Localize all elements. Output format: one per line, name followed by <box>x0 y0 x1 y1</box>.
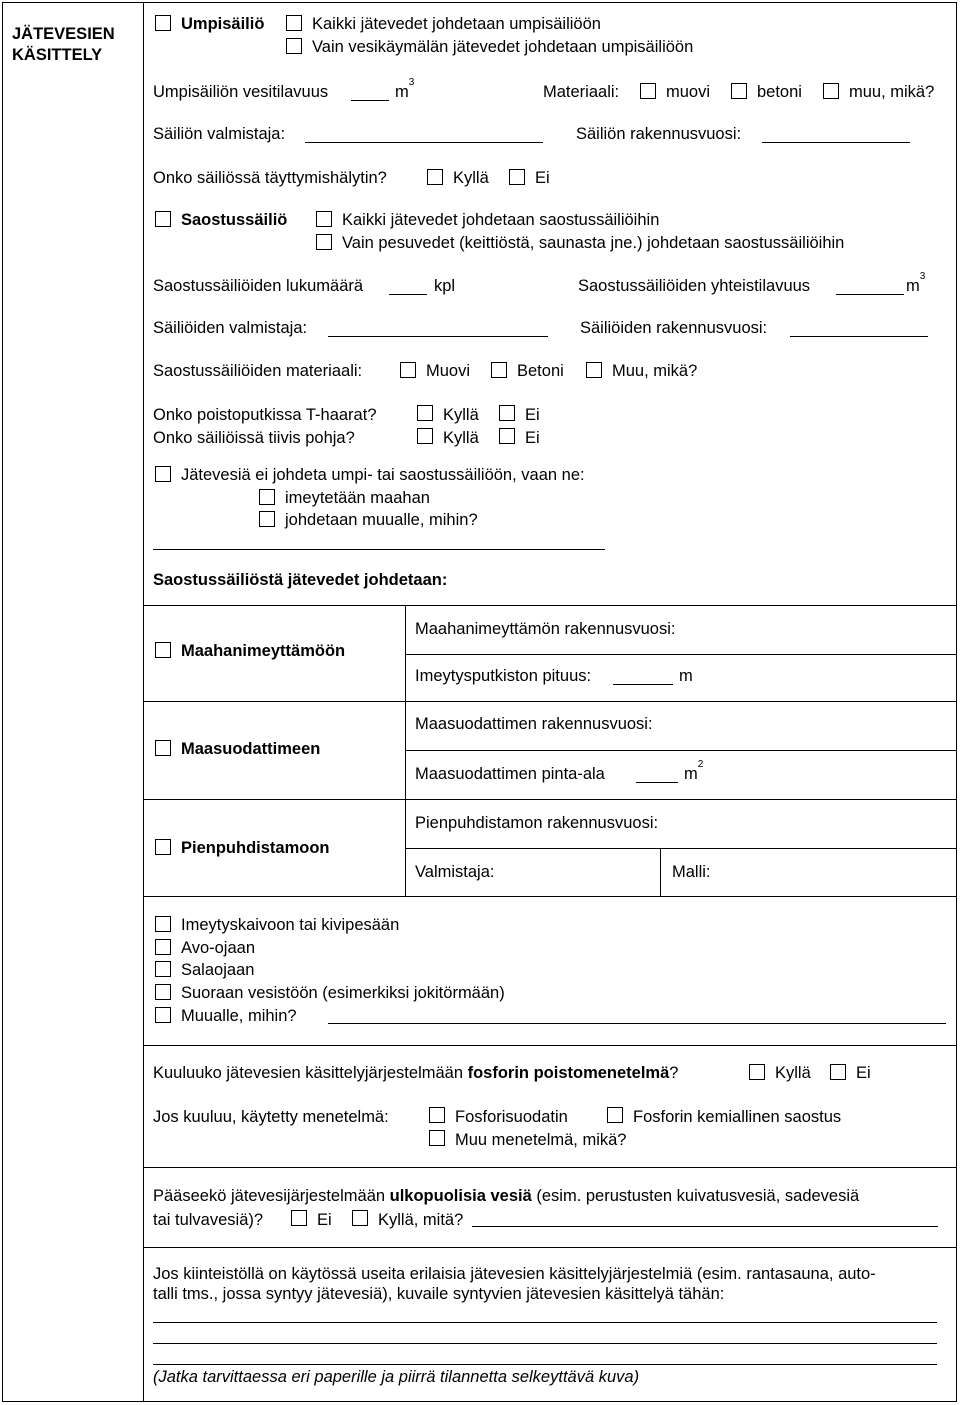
sand-filter-area-label: Maasuodattimen pinta-ala <box>415 765 605 783</box>
bottom-yes-checkbox[interactable] <box>417 428 433 444</box>
saostus-count-unit: kpl <box>434 277 456 295</box>
dest-drain-checkbox[interactable] <box>155 961 171 977</box>
sand-filter-label: Maasuodattimeen <box>181 740 321 758</box>
bottom-no-checkbox[interactable] <box>499 428 515 444</box>
tee-yes-checkbox[interactable] <box>417 405 433 421</box>
phosphorus-no-label: Ei <box>856 1064 871 1082</box>
dest-elsewhere-checkbox[interactable] <box>155 1007 171 1023</box>
external-water-field[interactable] <box>472 1226 938 1227</box>
umpi-plastic-checkbox[interactable] <box>640 83 656 99</box>
table-rule <box>660 848 661 896</box>
phosphorus-question: Kuuluuko jätevesien käsittelyjärjestelmään fosforin poistomenetelmä? <box>153 1064 679 1082</box>
umpi-other-label: muu, mikä? <box>849 83 935 101</box>
dest-ditch-checkbox[interactable] <box>155 939 171 955</box>
no-tank-label: Jätevesiä ei johdeta umpi- tai saostussäiliöön, vaan ne: <box>181 466 585 484</box>
phosphorus-no-checkbox[interactable] <box>830 1064 846 1080</box>
umpi-alarm-label: Onko säiliössä täyttymishälytin? <box>153 169 387 187</box>
umpi-alarm-yes-label: Kyllä <box>453 169 489 187</box>
dest-water-label: Suoraan vesistöön (esimerkiksi jokitörmään) <box>181 984 505 1002</box>
infiltration-label: Maahanimeyttämöön <box>181 642 346 660</box>
saostus-year-label: Säiliöiden rakennusvuosi: <box>580 319 768 337</box>
continue-note: (Jatka tarvittaessa eri paperille ja piirrä tilannetta selkeyttävä kuva) <box>153 1368 640 1386</box>
table-rule <box>143 701 957 702</box>
sand-filter-area-field[interactable] <box>636 782 678 783</box>
sand-filter-year-label: Maasuodattimen rakennusvuosi: <box>415 715 653 733</box>
multiple-systems-text-line2: talli tms., jossa syntyy jätevesiä), kuvaile syntyvien jätevesien käsittelyä tähän: <box>153 1285 725 1303</box>
saostus-all-label: Kaikki jätevedet johdetaan saostussäiliöihin <box>342 211 660 229</box>
saostus-wash-label: Vain pesuvedet (keittiöstä, saunasta jne.) johdetaan saostussäiliöihin <box>342 234 845 252</box>
dest-well-label: Imeytyskaivoon tai kivipesään <box>181 916 400 934</box>
no-tank-ground-checkbox[interactable] <box>259 489 275 505</box>
saostus-total-label: Saostussäiliöiden yhteistilavuus <box>578 277 811 295</box>
table-rule <box>143 896 957 897</box>
no-tank-elsewhere-label: johdetaan muualle, mihin? <box>285 511 478 529</box>
infiltration-checkbox[interactable] <box>155 642 171 658</box>
saostus-total-unit: $m^3$ <box>906 271 926 295</box>
table-rule <box>143 799 957 800</box>
umpi-wc-checkbox[interactable] <box>286 38 302 54</box>
table-rule <box>405 848 957 849</box>
external-water-no-checkbox[interactable] <box>291 1210 307 1226</box>
bottom-no-label: Ei <box>525 429 540 447</box>
dest-water-checkbox[interactable] <box>155 984 171 1000</box>
section-divider <box>143 1167 957 1168</box>
no-tank-checkbox[interactable] <box>155 466 171 482</box>
infiltration-year-label: Maahanimeyttämön rakennusvuosi: <box>415 620 676 638</box>
umpi-volume-field[interactable] <box>351 100 389 101</box>
section-title: JÄTEVESIEN KÄSITTELY <box>12 25 115 64</box>
phosphorus-filter-checkbox[interactable] <box>429 1107 445 1123</box>
umpi-alarm-no-checkbox[interactable] <box>509 169 525 185</box>
saostus-maker-label: Säiliöiden valmistaja: <box>153 319 308 337</box>
no-tank-elsewhere-field[interactable] <box>153 549 605 550</box>
umpi-year-field[interactable] <box>762 142 910 143</box>
phosphorus-filter-label: Fosforisuodatin <box>455 1108 568 1126</box>
multiple-systems-field-1[interactable] <box>153 1322 937 1323</box>
saostus-other-label: Muu, mikä? <box>612 362 698 380</box>
saostus-count-field[interactable] <box>389 294 427 295</box>
umpi-volume-label: Umpisäiliön vesitilavuus <box>153 83 329 101</box>
tee-no-checkbox[interactable] <box>499 405 515 421</box>
infiltration-length-label: Imeytysputkiston pituus: <box>415 667 592 685</box>
infiltration-length-unit: m <box>679 667 693 685</box>
dest-drain-label: Salaojaan <box>181 961 255 979</box>
umpi-alarm-yes-checkbox[interactable] <box>427 169 443 185</box>
phosphorus-other-checkbox[interactable] <box>429 1130 445 1146</box>
dest-ditch-label: Avo-ojaan <box>181 939 256 957</box>
tee-question: Onko poistoputkissa T-haarat? <box>153 406 377 424</box>
bottom-yes-label: Kyllä <box>443 429 479 447</box>
umpi-maker-field[interactable] <box>305 142 543 143</box>
saostus-concrete-checkbox[interactable] <box>491 362 507 378</box>
table-rule <box>405 654 957 655</box>
saostus-plastic-label: Muovi <box>426 362 471 380</box>
saostus-label: Saostussäiliö <box>181 211 288 229</box>
phosphorus-yes-checkbox[interactable] <box>749 1064 765 1080</box>
umpi-concrete-checkbox[interactable] <box>731 83 747 99</box>
section-divider <box>143 1247 957 1248</box>
no-tank-elsewhere-checkbox[interactable] <box>259 511 275 527</box>
saostus-concrete-label: Betoni <box>517 362 564 380</box>
umpi-plastic-label: muovi <box>666 83 711 101</box>
tee-no-label: Ei <box>525 406 540 424</box>
small-plant-maker-label: Valmistaja: <box>415 863 495 881</box>
external-water-question: Pääseekö jätevesijärjestelmään ulkopuolisia vesiä (esim. perustusten kuivatusvesiä, sadevesiä <box>153 1187 860 1205</box>
saostus-all-checkbox[interactable] <box>316 211 332 227</box>
umpi-maker-label: Säiliön valmistaja: <box>153 125 286 143</box>
multiple-systems-field-3[interactable] <box>153 1364 937 1365</box>
umpi-all-label: Kaikki jätevedet johdetaan umpisäiliöön <box>312 15 601 33</box>
umpi-alarm-no-label: Ei <box>535 169 550 187</box>
umpi-concrete-label: betoni <box>757 83 802 101</box>
destination-title: Saostussäiliöstä jätevedet johdetaan: <box>153 571 448 589</box>
table-rule <box>143 605 957 606</box>
saostus-other-checkbox[interactable] <box>586 362 602 378</box>
small-plant-label: Pienpuhdistamoon <box>181 839 330 857</box>
saostus-checkbox[interactable] <box>155 211 171 227</box>
umpi-label: Umpisäiliö <box>181 15 265 33</box>
saostus-wash-checkbox[interactable] <box>316 234 332 250</box>
external-water-no-label: Ei <box>317 1211 332 1229</box>
sand-filter-checkbox[interactable] <box>155 740 171 756</box>
saostus-material-label: Saostussäiliöiden materiaali: <box>153 362 363 380</box>
external-water-yes-label: Kyllä, mitä? <box>378 1211 464 1229</box>
umpi-material-label: Materiaali: <box>543 83 620 101</box>
saostus-maker-field[interactable] <box>328 336 548 337</box>
umpi-wc-label: Vain vesikäymälän jätevedet johdetaan umpisäiliöön <box>312 38 694 56</box>
saostus-plastic-checkbox[interactable] <box>400 362 416 378</box>
section-divider <box>143 1045 957 1046</box>
phosphorus-chemical-checkbox[interactable] <box>607 1107 623 1123</box>
umpi-all-checkbox[interactable] <box>286 15 302 31</box>
multiple-systems-text-line1: Jos kiinteistöllä on käytössä useita erilaisia jätevesien käsittelyjärjestelmiä (esim. rantasauna, auto- <box>153 1265 876 1283</box>
phosphorus-yes-label: Kyllä <box>775 1064 811 1082</box>
table-rule <box>405 750 957 751</box>
umpi-checkbox[interactable] <box>155 15 171 31</box>
saostus-year-field[interactable] <box>790 336 928 337</box>
dest-elsewhere-label: Muualle, mihin? <box>181 1007 297 1025</box>
phosphorus-chemical-label: Fosforin kemiallinen saostus <box>633 1108 842 1126</box>
no-tank-ground-label: imeytetään maahan <box>285 489 430 507</box>
saostus-count-label: Saostussäiliöiden lukumäärä <box>153 277 364 295</box>
small-plant-model-label: Malli: <box>672 863 711 881</box>
multiple-systems-field-2[interactable] <box>153 1343 937 1344</box>
sand-filter-area-unit: $m^2$ <box>684 759 704 783</box>
umpi-year-label: Säiliön rakennusvuosi: <box>576 125 742 143</box>
umpi-other-checkbox[interactable] <box>823 83 839 99</box>
saostus-total-field[interactable] <box>836 294 904 295</box>
dest-elsewhere-field[interactable] <box>328 1023 946 1024</box>
small-plant-checkbox[interactable] <box>155 839 171 855</box>
bottom-question: Onko säiliöissä tiivis pohja? <box>153 429 355 447</box>
umpi-volume-unit: $m^3$ <box>395 77 415 101</box>
external-water-question-line2: tai tulvavesiä)? <box>153 1211 264 1229</box>
tee-yes-label: Kyllä <box>443 406 479 424</box>
infiltration-length-field[interactable] <box>613 684 673 685</box>
phosphorus-other-label: Muu menetelmä, mikä? <box>455 1131 627 1149</box>
small-plant-year-label: Pienpuhdistamon rakennusvuosi: <box>415 814 659 832</box>
phosphorus-method-label: Jos kuuluu, käytetty menetelmä: <box>153 1108 389 1126</box>
dest-well-checkbox[interactable] <box>155 916 171 932</box>
section-label-column <box>2 2 144 1402</box>
external-water-yes-checkbox[interactable] <box>352 1210 368 1226</box>
table-rule <box>405 605 406 896</box>
